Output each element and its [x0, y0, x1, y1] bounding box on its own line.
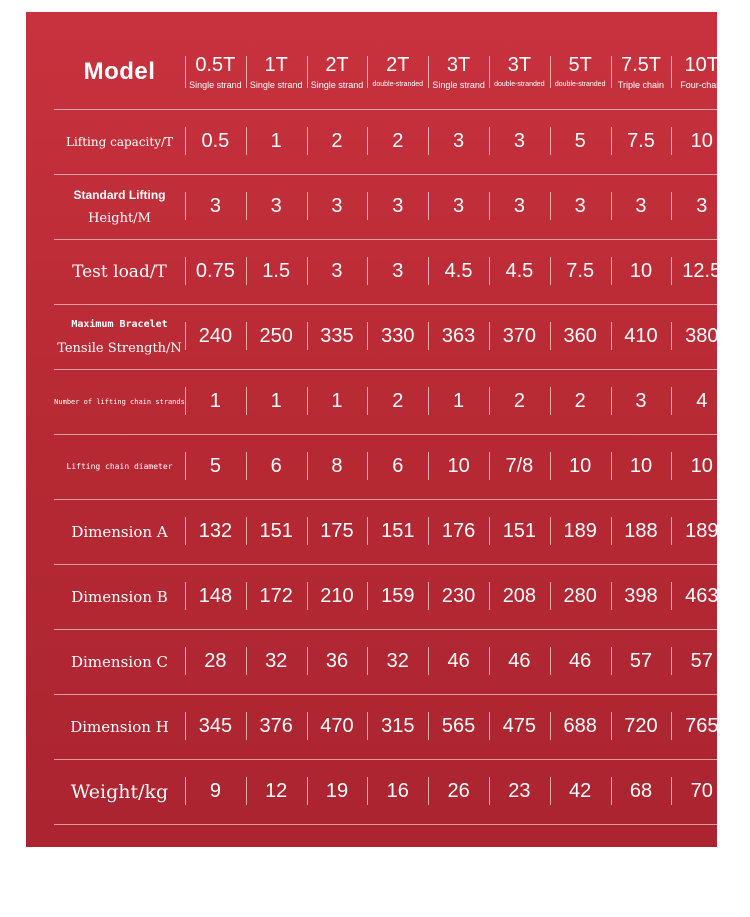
- table-cell: 363: [428, 304, 489, 369]
- spec-table: [54, 36, 732, 825]
- table-cell: 4: [671, 369, 732, 434]
- table-cell: 376: [246, 694, 307, 759]
- row-label: Lifting chain diameter: [66, 462, 173, 471]
- table-cell: 208: [489, 564, 550, 629]
- table-cell: 3: [611, 369, 672, 434]
- table-cell: 3: [489, 174, 550, 239]
- table-cell: 1: [246, 109, 307, 174]
- table-cell: 189: [671, 499, 732, 564]
- table-cell: 4.5: [428, 239, 489, 304]
- table-cell: 7.5: [611, 109, 672, 174]
- table-cell: 3: [550, 174, 611, 239]
- table-row: [54, 434, 732, 499]
- table-cell: 2: [489, 369, 550, 434]
- table-cell: 0.75: [185, 239, 246, 304]
- model-header-cell: 7.5T Triple chain: [611, 36, 672, 109]
- table-cell: 46: [550, 629, 611, 694]
- spec-panel: [26, 12, 724, 847]
- table-cell: 10: [611, 434, 672, 499]
- table-cell: 188: [611, 499, 672, 564]
- table-row: [54, 109, 732, 174]
- table-cell: 240: [185, 304, 246, 369]
- table-cell: 10: [428, 434, 489, 499]
- table-cell: 3: [307, 239, 368, 304]
- model-header-label: Model: [83, 58, 156, 86]
- table-row: [54, 694, 732, 759]
- table-cell: 19: [307, 759, 368, 824]
- table-header-row: [54, 36, 732, 109]
- table-cell: 12: [246, 759, 307, 824]
- table-cell: 210: [307, 564, 368, 629]
- table-row: [54, 369, 732, 434]
- table-cell: 151: [246, 499, 307, 564]
- table-cell: 32: [367, 629, 428, 694]
- table-row: [54, 499, 732, 564]
- table-row: [54, 239, 732, 304]
- table-cell: 57: [611, 629, 672, 694]
- table-row: [54, 629, 732, 694]
- row-label: Maximum Bracelet Tensile Strength/N: [57, 318, 182, 356]
- model-header-cell: 0.5T Single strand: [185, 36, 246, 109]
- table-cell: 3: [307, 174, 368, 239]
- table-cell: 230: [428, 564, 489, 629]
- row-label: Dimension C: [70, 652, 169, 671]
- table-cell: 2: [367, 369, 428, 434]
- table-cell: 172: [246, 564, 307, 629]
- table-cell: 1: [307, 369, 368, 434]
- table-cell: 32: [246, 629, 307, 694]
- table-row: [54, 564, 732, 629]
- table-cell: 3: [489, 109, 550, 174]
- table-cell: 23: [489, 759, 550, 824]
- table-cell: 688: [550, 694, 611, 759]
- table-cell: 2: [550, 369, 611, 434]
- table-cell: 3: [611, 174, 672, 239]
- table-cell: 132: [185, 499, 246, 564]
- table-cell: 42: [550, 759, 611, 824]
- table-cell: 46: [489, 629, 550, 694]
- table-cell: 46: [428, 629, 489, 694]
- table-cell: 36: [307, 629, 368, 694]
- table-cell: 10: [611, 239, 672, 304]
- table-cell: 28: [185, 629, 246, 694]
- table-cell: 475: [489, 694, 550, 759]
- model-header-cell: 10T Four-chain: [671, 36, 732, 109]
- row-label: Standard Lifting Height/M: [73, 187, 166, 226]
- table-cell: 0.5: [185, 109, 246, 174]
- model-header-cell: 3T double-stranded: [489, 36, 550, 109]
- table-cell: 68: [611, 759, 672, 824]
- table-cell: 765: [671, 694, 732, 759]
- table-cell: 315: [367, 694, 428, 759]
- table-cell: 176: [428, 499, 489, 564]
- table-cell: 398: [611, 564, 672, 629]
- table-cell: 410: [611, 304, 672, 369]
- table-cell: 5: [185, 434, 246, 499]
- table-cell: 1.5: [246, 239, 307, 304]
- model-header-cell: 2T double-stranded: [367, 36, 428, 109]
- table-cell: 6: [367, 434, 428, 499]
- row-label: Number of lifting chain strands: [54, 397, 185, 406]
- row-label: Weight/kg: [70, 780, 169, 803]
- table-cell: 8: [307, 434, 368, 499]
- table-cell: 280: [550, 564, 611, 629]
- model-header-cell: 5T double-stranded: [550, 36, 611, 109]
- table-cell: 380: [671, 304, 732, 369]
- table-cell: 148: [185, 564, 246, 629]
- table-cell: 12.5: [671, 239, 732, 304]
- table-cell: 1: [428, 369, 489, 434]
- table-cell: 250: [246, 304, 307, 369]
- table-cell: 6: [246, 434, 307, 499]
- table-cell: 189: [550, 499, 611, 564]
- table-cell: 3: [185, 174, 246, 239]
- row-label: Lifting capacity/T: [65, 134, 174, 149]
- table-cell: 3: [428, 109, 489, 174]
- table-cell: 720: [611, 694, 672, 759]
- table-cell: 9: [185, 759, 246, 824]
- table-cell: 10: [671, 109, 732, 174]
- table-cell: 3: [367, 174, 428, 239]
- table-cell: 2: [307, 109, 368, 174]
- table-cell: 7.5: [550, 239, 611, 304]
- table-cell: 470: [307, 694, 368, 759]
- table-cell: 57: [671, 629, 732, 694]
- table-cell: 3: [246, 174, 307, 239]
- table-cell: 335: [307, 304, 368, 369]
- model-header-cell: 2T Single strand: [307, 36, 368, 109]
- table-cell: 151: [489, 499, 550, 564]
- table-cell: 70: [671, 759, 732, 824]
- model-header-cell: 3T Single strand: [428, 36, 489, 109]
- table-cell: 7/8: [489, 434, 550, 499]
- table-cell: 3: [428, 174, 489, 239]
- row-label: Dimension H: [70, 717, 169, 736]
- row-label: Test load/T: [72, 261, 167, 282]
- table-row: [54, 304, 732, 369]
- table-cell: 345: [185, 694, 246, 759]
- table-cell: 360: [550, 304, 611, 369]
- table-cell: 2: [367, 109, 428, 174]
- table-cell: 370: [489, 304, 550, 369]
- table-cell: 159: [367, 564, 428, 629]
- table-cell: 3: [367, 239, 428, 304]
- table-cell: 175: [307, 499, 368, 564]
- table-cell: 26: [428, 759, 489, 824]
- table-cell: 5: [550, 109, 611, 174]
- table-cell: 463: [671, 564, 732, 629]
- table-cell: 330: [367, 304, 428, 369]
- table-cell: 3: [671, 174, 732, 239]
- table-cell: 10: [550, 434, 611, 499]
- table-row: [54, 174, 732, 239]
- table-cell: 16: [367, 759, 428, 824]
- table-cell: 151: [367, 499, 428, 564]
- table-cell: 10: [671, 434, 732, 499]
- row-label: Dimension A: [71, 522, 168, 541]
- table-cell: 565: [428, 694, 489, 759]
- table-cell: 1: [246, 369, 307, 434]
- table-row: [54, 759, 732, 824]
- table-cell: 4.5: [489, 239, 550, 304]
- table-cell: 1: [185, 369, 246, 434]
- row-label: Dimension B: [71, 587, 168, 606]
- model-header-cell: 1T Single strand: [246, 36, 307, 109]
